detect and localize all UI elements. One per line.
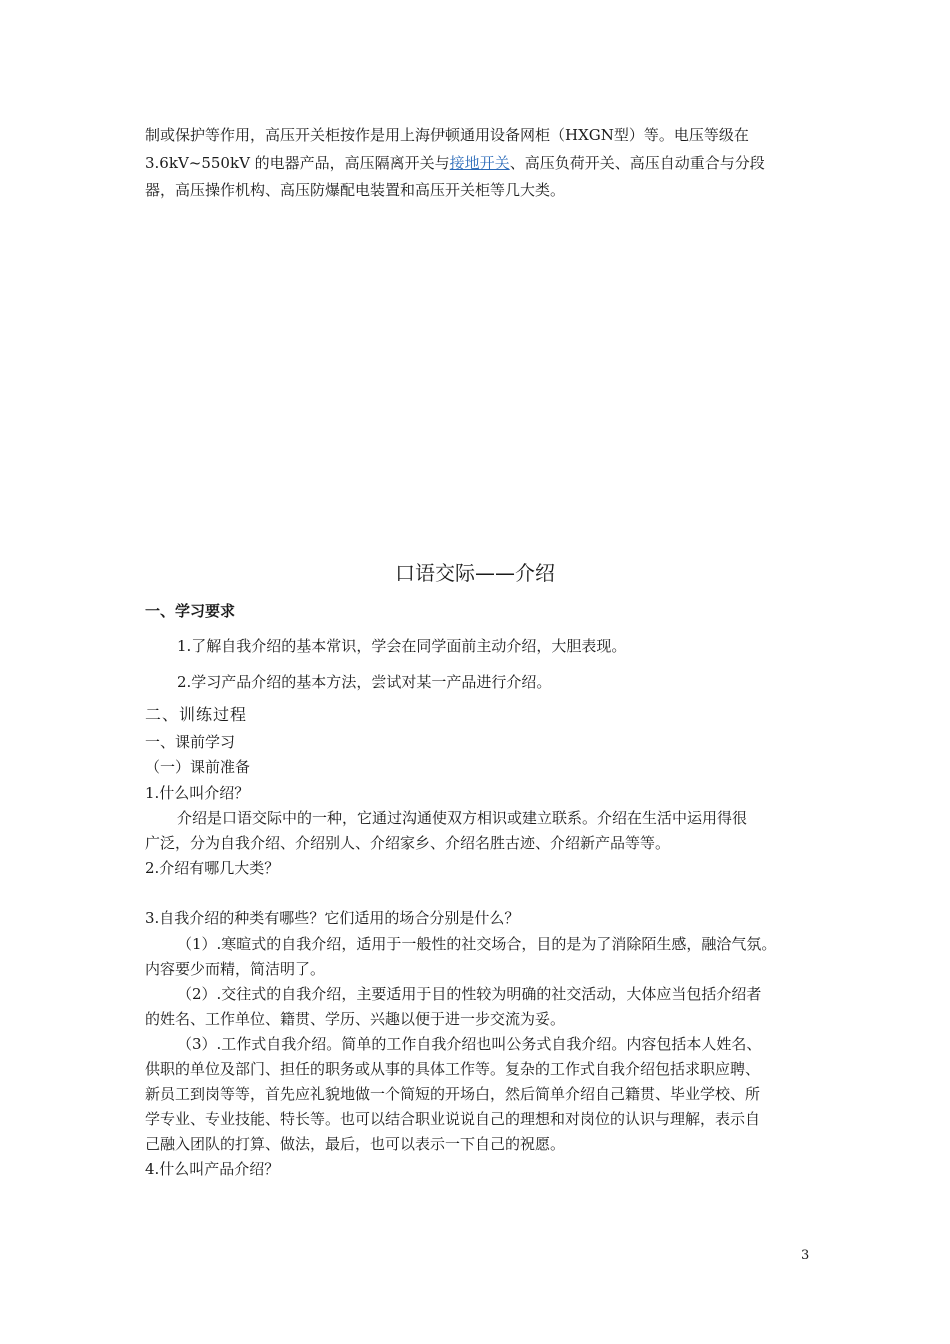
- paragraph-line: [145, 153, 765, 173]
- question: 2.介绍有哪几大类？: [145, 859, 280, 877]
- section-title: 口语交际——介绍: [395, 561, 555, 585]
- section-heading: 一、学习要求: [145, 602, 236, 620]
- answer-line: 介绍是口语交际中的一种，它通过沟通使双方相识或建立联系。介绍在生活中运用得很: [177, 809, 748, 827]
- page-number: 3: [801, 1248, 810, 1263]
- text-span: 、高压负荷开关、高压自动重合与分段: [509, 154, 765, 172]
- answer-line: 新员工到岗等等，首先应礼貌地做一个简短的开场白，然后简单介绍自己籍贯、毕业学校、所: [145, 1085, 761, 1103]
- section-heading: 二、训练过程: [145, 705, 248, 724]
- paragraph-line: 制或保护等作用，高压开关柜按作是用上海伊顿通用设备网柜（HXGN型）等。电压等级在: [145, 126, 749, 144]
- question: 1.什么叫介绍？: [145, 784, 250, 802]
- paragraph-line: 器，高压操作机构、高压防爆配电装置和高压开关柜等几大类。: [145, 181, 566, 199]
- question: 4.什么叫产品介绍？: [145, 1160, 280, 1178]
- requirement-item: 1.了解自我介绍的基本常识，学会在同学面前主动介绍，大胆表现。: [177, 637, 627, 655]
- answer-line: 学专业、专业技能、特长等。也可以结合职业说说自己的理想和对岗位的认识与理解，表示自: [145, 1110, 761, 1128]
- requirement-item: 2.学习产品介绍的基本方法，尝试对某一产品进行介绍。: [177, 673, 552, 691]
- answer-line: 的姓名、工作单位、籍贯、学历、兴趣以便于进一步交流为妥。: [145, 1010, 566, 1028]
- grounding-switch-link[interactable]: 接地开关: [449, 154, 510, 172]
- answer-line: （2）.交往式的自我介绍，主要适用于目的性较为明确的社交活动，大体应当包括介绍者: [177, 985, 762, 1003]
- answer-line: （1）.寒暄式的自我介绍，适用于一般性的社交场合，目的是为了消除陌生感，融洽气氛。: [177, 935, 777, 953]
- answer-line: （3）.工作式自我介绍。简单的工作自我介绍也叫公务式自我介绍。内容包括本人姓名、: [177, 1035, 762, 1053]
- answer-line: 己融入团队的打算、做法，最后，也可以表示一下自己的祝愿。: [145, 1135, 566, 1153]
- text-span: 3.6kV~550kV 的电器产品，高压隔离开关与: [145, 154, 450, 172]
- subheading: （一）课前准备: [145, 758, 251, 776]
- subheading: 一、课前学习: [145, 733, 236, 751]
- answer-line: 内容要少而精，简洁明了。: [145, 960, 326, 978]
- answer-line: 供职的单位及部门、担任的职务或从事的具体工作等。复杂的工作式自我介绍包括求职应聘、: [145, 1060, 761, 1078]
- answer-line: 广泛，分为自我介绍、介绍别人、介绍家乡、介绍名胜古迹、介绍新产品等等。: [145, 834, 671, 852]
- question: 3.自我介绍的种类有哪些？它们适用的场合分别是什么？: [145, 909, 520, 927]
